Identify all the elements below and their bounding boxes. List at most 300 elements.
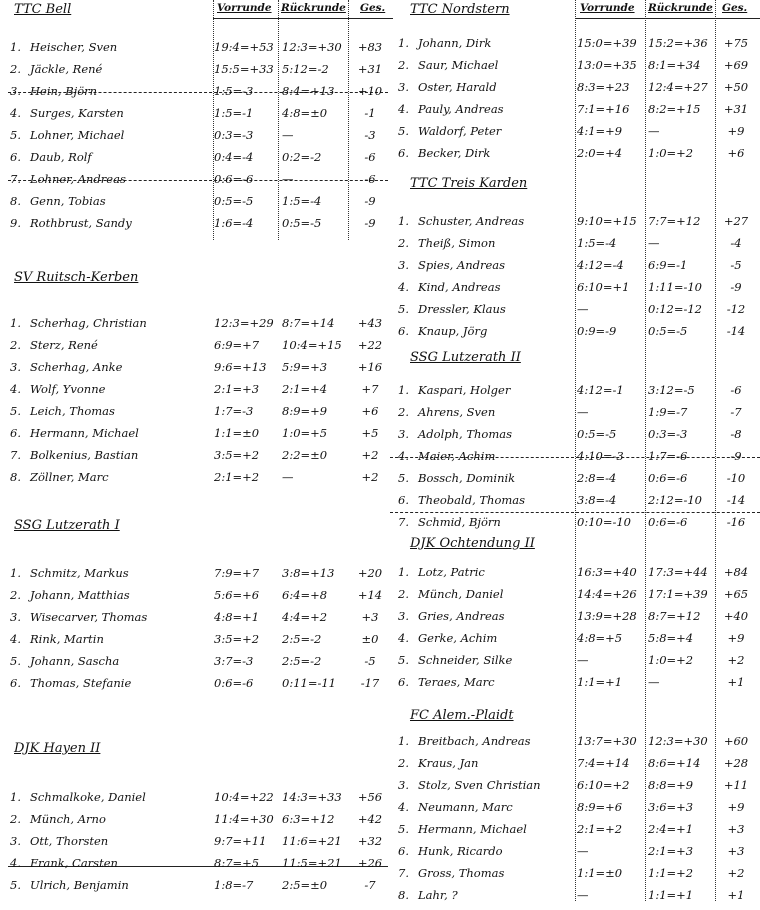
total-score: -6 bbox=[730, 383, 742, 397]
vorrunde-score: 2:0=+4 bbox=[577, 146, 623, 160]
player-name: Rothbrust, Sandy bbox=[30, 216, 132, 230]
total-score: -14 bbox=[726, 493, 746, 507]
vorrunde-score: 10:4=+22 bbox=[214, 790, 274, 804]
total-score: -9 bbox=[364, 194, 376, 208]
right-team-title: TTC Treis Karden bbox=[410, 176, 528, 191]
rueckrunde-score: 14:3=+33 bbox=[282, 790, 342, 804]
player-number: 5. bbox=[398, 124, 409, 138]
player-row bbox=[0, 360, 760, 382]
player-number: 5. bbox=[398, 302, 409, 316]
player-name: Bossch, Dominik bbox=[418, 471, 516, 485]
total-score: +2 bbox=[361, 470, 379, 484]
total-score: +43 bbox=[357, 316, 383, 330]
player-number: 8. bbox=[398, 888, 409, 902]
rueckrunde-score: — bbox=[648, 124, 660, 138]
player-number: 6. bbox=[10, 150, 21, 164]
vorrunde-score: 2:1=+2 bbox=[577, 822, 623, 836]
player-row bbox=[0, 383, 760, 405]
player-name: Kind, Andreas bbox=[418, 280, 501, 294]
player-row bbox=[0, 214, 760, 236]
vorrunde-score: 3:8=-4 bbox=[577, 493, 617, 507]
vorrunde-score: 4:12=-1 bbox=[577, 383, 624, 397]
vorrunde-score: 2:8=-4 bbox=[577, 471, 617, 485]
player-name: Scherhag, Christian bbox=[30, 316, 147, 330]
vorrunde-score: 2:1=+2 bbox=[214, 470, 260, 484]
rueckrunde-score: 0:3=-3 bbox=[648, 427, 688, 441]
player-name: Thomas, Stefanie bbox=[30, 676, 132, 690]
total-score: +84 bbox=[723, 565, 749, 579]
vorrunde-score: 0:9=-9 bbox=[577, 324, 617, 338]
player-name: Jäckle, René bbox=[30, 62, 103, 76]
player-name: Rink, Martin bbox=[30, 632, 104, 646]
total-score: +9 bbox=[727, 631, 745, 645]
player-name: Saur, Michael bbox=[418, 58, 499, 72]
player-number: 3. bbox=[398, 258, 409, 272]
right-header-vorrunde: Vorrunde bbox=[580, 2, 635, 14]
vorrunde-score: 8:3=+23 bbox=[577, 80, 630, 94]
rueckrunde-score: — bbox=[648, 236, 660, 250]
player-row bbox=[0, 302, 760, 324]
vorrunde-score: 0:5=-5 bbox=[577, 427, 617, 441]
player-row bbox=[0, 822, 760, 844]
player-number: 7. bbox=[10, 172, 21, 186]
total-score: +75 bbox=[723, 36, 749, 50]
player-row bbox=[0, 280, 760, 302]
player-number: 9. bbox=[10, 216, 21, 230]
vorrunde-score: 15:5=+33 bbox=[214, 62, 274, 76]
vorrunde-score: 12:3=+29 bbox=[214, 316, 274, 330]
rueckrunde-score: 12:3=+30 bbox=[648, 734, 708, 748]
vorrunde-score: 1:5=-1 bbox=[214, 106, 254, 120]
rueckrunde-score: 8:2=+15 bbox=[648, 102, 701, 116]
total-score: +5 bbox=[361, 426, 379, 440]
player-number: 4. bbox=[398, 800, 409, 814]
player-number: 4. bbox=[398, 631, 409, 645]
total-score: -6 bbox=[364, 150, 376, 164]
vorrunde-score: 1:6=-4 bbox=[214, 216, 254, 230]
player-number: 6. bbox=[10, 676, 21, 690]
player-number: 1. bbox=[398, 565, 409, 579]
player-name: Lahr, ? bbox=[418, 888, 458, 902]
player-row bbox=[0, 653, 760, 675]
player-name: Hermann, Michael bbox=[418, 822, 527, 836]
rueckrunde-score: 2:12=-10 bbox=[648, 493, 702, 507]
player-row bbox=[0, 888, 760, 910]
player-name: Neumann, Marc bbox=[418, 800, 513, 814]
rueckrunde-score: 8:1=+34 bbox=[648, 58, 701, 72]
total-score: +2 bbox=[727, 653, 745, 667]
rueckrunde-score: 2:4=+1 bbox=[648, 822, 694, 836]
vorrunde-score: 1:8=-7 bbox=[214, 878, 254, 892]
right-team-title: SSG Lutzerath II bbox=[410, 350, 521, 365]
rueckrunde-score: 6:3=+12 bbox=[282, 812, 335, 826]
total-score: -3 bbox=[364, 128, 376, 142]
vorrunde-score: 4:8=+1 bbox=[214, 610, 260, 624]
rueckrunde-score: 17:1=+39 bbox=[648, 587, 708, 601]
player-row bbox=[0, 866, 760, 888]
vorrunde-score: 3:5=+2 bbox=[214, 448, 260, 462]
vorrunde-score: 6:9=+7 bbox=[214, 338, 260, 352]
player-number: 4. bbox=[10, 382, 21, 396]
player-number: 1. bbox=[10, 790, 21, 804]
total-score: +9 bbox=[727, 124, 745, 138]
player-number: 2. bbox=[10, 338, 21, 352]
player-number: 2. bbox=[10, 62, 21, 76]
player-number: 4. bbox=[10, 632, 21, 646]
total-score: +60 bbox=[723, 734, 749, 748]
player-name: Lohner, Andreas bbox=[30, 172, 126, 186]
total-score: -1 bbox=[364, 106, 376, 120]
total-score: +1 bbox=[727, 888, 745, 902]
rueckrunde-score: 8:7=+14 bbox=[282, 316, 335, 330]
player-name: Kaspari, Holger bbox=[418, 383, 511, 397]
vorrunde-score: 7:9=+7 bbox=[214, 566, 260, 580]
player-row bbox=[0, 778, 760, 800]
vorrunde-score: 4:12=-4 bbox=[577, 258, 624, 272]
player-name: Schmitz, Markus bbox=[30, 566, 129, 580]
player-number: 2. bbox=[398, 236, 409, 250]
rueckrunde-score: 17:3=+44 bbox=[648, 565, 708, 579]
player-number: 4. bbox=[10, 106, 21, 120]
player-name: Sterz, René bbox=[30, 338, 98, 352]
player-name: Ulrich, Benjamin bbox=[30, 878, 129, 892]
vorrunde-score: 8:9=+6 bbox=[577, 800, 623, 814]
player-name: Hein, Björn bbox=[30, 84, 98, 98]
vorrunde-score: 7:1=+16 bbox=[577, 102, 630, 116]
rueckrunde-score: 8:9=+9 bbox=[282, 404, 328, 418]
vorrunde-score: 15:0=+39 bbox=[577, 36, 637, 50]
vorrunde-score: 6:10=+2 bbox=[577, 778, 630, 792]
vorrunde-score: 19:4=+53 bbox=[214, 40, 274, 54]
total-score: +50 bbox=[723, 80, 749, 94]
player-row bbox=[0, 565, 760, 587]
player-name: Ott, Thorsten bbox=[30, 834, 109, 848]
player-row bbox=[0, 258, 760, 280]
player-name: Gries, Andreas bbox=[418, 609, 505, 623]
player-number: 1. bbox=[10, 316, 21, 330]
vorrunde-score: 13:7=+30 bbox=[577, 734, 637, 748]
player-name: Genn, Tobias bbox=[30, 194, 106, 208]
header-underline-right bbox=[575, 18, 760, 19]
vorrunde-score: 0:6=-6 bbox=[214, 676, 254, 690]
total-score: +31 bbox=[357, 62, 383, 76]
vorrunde-score: 3:5=+2 bbox=[214, 632, 260, 646]
player-row bbox=[0, 471, 760, 493]
total-score: -6 bbox=[364, 172, 376, 186]
rueckrunde-score: 0:12=-12 bbox=[648, 302, 702, 316]
player-name: Schmalkoke, Daniel bbox=[30, 790, 146, 804]
player-number: 6. bbox=[398, 844, 409, 858]
player-number: 6. bbox=[398, 493, 409, 507]
vorrunde-score: 7:4=+14 bbox=[577, 756, 630, 770]
vorrunde-score: — bbox=[577, 302, 589, 316]
player-name: Johann, Sascha bbox=[30, 654, 120, 668]
player-row bbox=[0, 36, 760, 58]
player-number: 3. bbox=[10, 610, 21, 624]
player-number: 6. bbox=[398, 675, 409, 689]
total-score: -7 bbox=[730, 405, 742, 419]
rueckrunde-score: 10:4=+15 bbox=[282, 338, 342, 352]
player-row bbox=[0, 80, 760, 102]
rueckrunde-score: 1:0=+2 bbox=[648, 653, 694, 667]
vorrunde-score: 3:7=-3 bbox=[214, 654, 254, 668]
left-team-title: TTC Bell bbox=[14, 2, 72, 17]
player-name: Leich, Thomas bbox=[30, 404, 115, 418]
player-name: Daub, Rolf bbox=[30, 150, 92, 164]
total-score: +56 bbox=[357, 790, 383, 804]
player-name: Theiß, Simon bbox=[418, 236, 496, 250]
player-number: 1. bbox=[398, 214, 409, 228]
player-name: Lotz, Patric bbox=[418, 565, 485, 579]
player-number: 6. bbox=[398, 146, 409, 160]
player-name: Stolz, Sven Christian bbox=[418, 778, 541, 792]
vorrunde-score: 0:4=-4 bbox=[214, 150, 254, 164]
vorrunde-score: 9:6=+13 bbox=[214, 360, 267, 374]
rueckrunde-score: — bbox=[282, 172, 294, 186]
player-name: Theobald, Thomas bbox=[418, 493, 526, 507]
total-score: +32 bbox=[357, 834, 383, 848]
total-score: -8 bbox=[730, 427, 742, 441]
total-score: ±0 bbox=[361, 632, 379, 646]
player-name: Spies, Andreas bbox=[418, 258, 506, 272]
player-number: 7. bbox=[398, 866, 409, 880]
player-name: Knaup, Jörg bbox=[418, 324, 488, 338]
total-score: +3 bbox=[361, 610, 379, 624]
player-name: Breitbach, Andreas bbox=[418, 734, 531, 748]
total-score: +11 bbox=[723, 778, 749, 792]
player-name: Ahrens, Sven bbox=[418, 405, 496, 419]
player-row bbox=[0, 675, 760, 697]
total-score: -4 bbox=[730, 236, 742, 250]
rueckrunde-score: 0:6=-6 bbox=[648, 515, 688, 529]
player-number: 5. bbox=[398, 822, 409, 836]
vorrunde-score: — bbox=[577, 653, 589, 667]
rueckrunde-score: 4:4=+2 bbox=[282, 610, 328, 624]
rueckrunde-score: 0:2=-2 bbox=[282, 150, 322, 164]
player-name: Schuster, Andreas bbox=[418, 214, 525, 228]
player-name: Johann, Matthias bbox=[30, 588, 130, 602]
player-number: 3. bbox=[398, 609, 409, 623]
rueckrunde-score: 0:11=-11 bbox=[282, 676, 336, 690]
vorrunde-score: 6:10=+1 bbox=[577, 280, 630, 294]
vorrunde-score: 8:7=+5 bbox=[214, 856, 260, 870]
total-score: +28 bbox=[723, 756, 749, 770]
vorrunde-score: 4:10=-3 bbox=[577, 449, 624, 463]
rueckrunde-score: 2:5=-2 bbox=[282, 654, 322, 668]
total-score: +42 bbox=[357, 812, 383, 826]
vorrunde-score: 0:10=-10 bbox=[577, 515, 631, 529]
total-score: +1 bbox=[727, 675, 745, 689]
player-number: 4. bbox=[398, 102, 409, 116]
vorrunde-score: 4:1=+9 bbox=[577, 124, 623, 138]
vorrunde-score: 11:4=+30 bbox=[214, 812, 274, 826]
player-number: 8. bbox=[10, 194, 21, 208]
total-score: -9 bbox=[730, 449, 742, 463]
player-row bbox=[0, 631, 760, 653]
vorrunde-score: 1:1=±0 bbox=[214, 426, 260, 440]
vorrunde-score: — bbox=[577, 844, 589, 858]
total-score: +20 bbox=[357, 566, 383, 580]
total-score: -7 bbox=[364, 878, 376, 892]
player-row bbox=[0, 236, 760, 258]
total-score: +6 bbox=[361, 404, 379, 418]
player-row bbox=[0, 493, 760, 515]
player-name: Teraes, Marc bbox=[418, 675, 495, 689]
total-score: -9 bbox=[730, 280, 742, 294]
left-team-title: DJK Hayen II bbox=[14, 741, 101, 756]
rueckrunde-score: — bbox=[282, 128, 294, 142]
vorrunde-score: 13:0=+35 bbox=[577, 58, 637, 72]
player-row bbox=[0, 405, 760, 427]
total-score: -10 bbox=[726, 471, 746, 485]
player-number: 1. bbox=[10, 566, 21, 580]
player-name: Münch, Daniel bbox=[418, 587, 504, 601]
player-number: 7. bbox=[398, 515, 409, 529]
player-row bbox=[0, 102, 760, 124]
player-number: 3. bbox=[10, 834, 21, 848]
player-number: 5. bbox=[398, 471, 409, 485]
header-underline-left bbox=[213, 18, 393, 19]
total-score: +2 bbox=[361, 448, 379, 462]
player-name: Becker, Dirk bbox=[418, 146, 491, 160]
player-name: Johann, Dirk bbox=[418, 36, 492, 50]
vorrunde-score: 1:5=-4 bbox=[577, 236, 617, 250]
player-row bbox=[0, 609, 760, 631]
rueckrunde-score: 1:0=+2 bbox=[648, 146, 694, 160]
player-row bbox=[0, 587, 760, 609]
rueckrunde-score: 1:1=+1 bbox=[648, 888, 694, 902]
rueckrunde-score: 11:6=+21 bbox=[282, 834, 342, 848]
player-row bbox=[0, 515, 760, 537]
total-score: +14 bbox=[357, 588, 383, 602]
left-team-title: SV Ruitsch-Kerben bbox=[14, 270, 139, 285]
player-number: 1. bbox=[398, 734, 409, 748]
rueckrunde-score: 11:5=+21 bbox=[282, 856, 342, 870]
rueckrunde-score: 2:1=+4 bbox=[282, 382, 328, 396]
total-score: -17 bbox=[360, 676, 380, 690]
player-name: Oster, Harald bbox=[418, 80, 497, 94]
player-row bbox=[0, 324, 760, 346]
player-number: 6. bbox=[10, 426, 21, 440]
player-row bbox=[0, 124, 760, 146]
total-score: +9 bbox=[727, 800, 745, 814]
total-score: +6 bbox=[727, 146, 745, 160]
right-header-rueckrunde: Rückrunde bbox=[648, 2, 713, 14]
player-number: 5. bbox=[10, 654, 21, 668]
player-name: Gerke, Achim bbox=[418, 631, 498, 645]
vorrunde-score: 9:10=+15 bbox=[577, 214, 637, 228]
total-score: -12 bbox=[726, 302, 746, 316]
player-number: 2. bbox=[398, 58, 409, 72]
rueckrunde-score: 8:4=+13 bbox=[282, 84, 335, 98]
player-name: Hunk, Ricardo bbox=[418, 844, 503, 858]
vorrunde-score: 2:1=+3 bbox=[214, 382, 260, 396]
player-name: Wolf, Yvonne bbox=[30, 382, 106, 396]
vorrunde-score: 0:5=-5 bbox=[214, 194, 254, 208]
player-row bbox=[0, 844, 760, 866]
total-score: +27 bbox=[723, 214, 749, 228]
player-number: 3. bbox=[398, 427, 409, 441]
total-score: +22 bbox=[357, 338, 383, 352]
right-team-title: DJK Ochtendung II bbox=[410, 536, 535, 551]
total-score: -9 bbox=[364, 216, 376, 230]
player-row bbox=[0, 734, 760, 756]
left-header-vorrunde: Vorrunde bbox=[217, 2, 272, 14]
player-name: Frank, Carsten bbox=[30, 856, 118, 870]
player-number: 5. bbox=[10, 128, 21, 142]
total-score: +3 bbox=[727, 844, 745, 858]
vorrunde-score: 1:7=-3 bbox=[214, 404, 254, 418]
rueckrunde-score: 1:7=-6 bbox=[648, 449, 688, 463]
rueckrunde-score: 2:5=±0 bbox=[282, 878, 328, 892]
player-number: 8. bbox=[10, 470, 21, 484]
vorrunde-score: — bbox=[577, 405, 589, 419]
rueckrunde-score: 6:9=-1 bbox=[648, 258, 688, 272]
player-name: Adolph, Thomas bbox=[418, 427, 513, 441]
player-number: 4. bbox=[398, 280, 409, 294]
player-name: Scherhag, Anke bbox=[30, 360, 123, 374]
player-number: 1. bbox=[10, 40, 21, 54]
vorrunde-score: — bbox=[577, 888, 589, 902]
rueckrunde-score: 5:12=-2 bbox=[282, 62, 329, 76]
rueckrunde-score: 1:11=-10 bbox=[648, 280, 702, 294]
vorrunde-score: 16:3=+40 bbox=[577, 565, 637, 579]
vorrunde-score: 4:8=+5 bbox=[577, 631, 623, 645]
player-row bbox=[0, 58, 760, 80]
player-name: Gross, Thomas bbox=[418, 866, 505, 880]
player-name: Waldorf, Peter bbox=[418, 124, 502, 138]
player-row bbox=[0, 756, 760, 778]
rueckrunde-score: — bbox=[282, 470, 294, 484]
player-number: 4. bbox=[10, 856, 21, 870]
player-number: 3. bbox=[398, 778, 409, 792]
rueckrunde-score: 1:1=+2 bbox=[648, 866, 694, 880]
left-header-ges: Ges. bbox=[360, 2, 386, 14]
player-name: Kraus, Jan bbox=[418, 756, 479, 770]
player-number: 1. bbox=[398, 383, 409, 397]
rueckrunde-score: 4:8=±0 bbox=[282, 106, 328, 120]
vorrunde-score: 0:3=-3 bbox=[214, 128, 254, 142]
rueckrunde-score: 1:9=-7 bbox=[648, 405, 688, 419]
total-score: +3 bbox=[727, 822, 745, 836]
player-name: Bolkenius, Bastian bbox=[30, 448, 139, 462]
vorrunde-score: 1:1=±0 bbox=[577, 866, 623, 880]
vorrunde-score: 5:6=+6 bbox=[214, 588, 260, 602]
player-row bbox=[0, 194, 760, 216]
right-header-ges: Ges. bbox=[722, 2, 748, 14]
total-score: -16 bbox=[726, 515, 746, 529]
player-number: 2. bbox=[398, 405, 409, 419]
rueckrunde-score: 2:1=+3 bbox=[648, 844, 694, 858]
total-score: +40 bbox=[723, 609, 749, 623]
total-score: +16 bbox=[357, 360, 383, 374]
total-score: -14 bbox=[726, 324, 746, 338]
total-score: +26 bbox=[357, 856, 383, 870]
rueckrunde-score: 3:6=+3 bbox=[648, 800, 694, 814]
total-score: +65 bbox=[723, 587, 749, 601]
vorrunde-score: 14:4=+26 bbox=[577, 587, 637, 601]
rueckrunde-score: 8:6=+14 bbox=[648, 756, 701, 770]
player-name: Schmid, Björn bbox=[418, 515, 501, 529]
player-name: Münch, Arno bbox=[30, 812, 106, 826]
player-number: 6. bbox=[398, 324, 409, 338]
vorrunde-score: 9:7=+11 bbox=[214, 834, 267, 848]
player-row bbox=[0, 449, 760, 471]
rueckrunde-score: 3:8=+13 bbox=[282, 566, 335, 580]
player-name: Zöllner, Marc bbox=[30, 470, 109, 484]
total-score: -5 bbox=[364, 654, 376, 668]
vorrunde-score: 13:9=+28 bbox=[577, 609, 637, 623]
